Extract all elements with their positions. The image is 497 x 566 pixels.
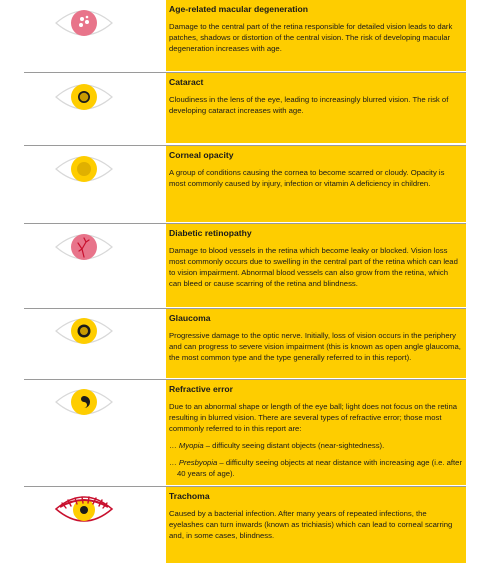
condition-title: Cataract (169, 77, 204, 87)
condition-description: A group of conditions causing the cornea to become scarred or cloudy. Opacity is most commonly caused by injury, infection or vitamin A deficiency in children. (169, 168, 445, 188)
condition-title: Refractive error (169, 384, 234, 394)
bullet-term: Myopia (178, 441, 204, 450)
condition-text (166, 146, 466, 222)
condition-description: Cloudiness in the lens of the eye, leading to increasingly blurred vision. The risk of developing cataract increases with age. (169, 95, 449, 115)
bullet-text: – difficulty seeing objects at near distance with increasing age (i.e. after 40 years of age). (177, 458, 463, 478)
condition-text (166, 309, 466, 378)
condition-text (166, 73, 466, 143)
condition-title: Corneal opacity (169, 150, 234, 160)
condition-row-amd (0, 0, 497, 71)
eye-trachoma-icon (54, 491, 114, 527)
condition-row-cataract (0, 73, 497, 143)
condition-row-corneal-opacity (0, 146, 497, 222)
condition-row-diabetic-retinopathy (0, 224, 497, 307)
condition-description: Damage to the central part of the retina responsible for detailed vision leads to dark patches, shadows or distortion of the central vision. The risk of developing macular degeneration increases with age. (169, 22, 453, 53)
eye-macular-degeneration-icon (54, 5, 114, 41)
bullet-term: Presbyopia (178, 458, 218, 467)
bullet-text: – difficulty seeing distant objects (near-sightedness). (203, 441, 385, 450)
eye-refractive-error-icon (54, 384, 114, 420)
bullet-prefix: … (169, 441, 179, 450)
condition-description: Damage to blood vessels in the retina which become leaky or blocked. Vision loss most commonly occurs due to swelling in the central part of the retina which can lead to vision impairment. Abnormal blood vessels can also grow from the retina, which can bleed or cause scarring of the retina and blindness. (169, 246, 458, 288)
icon-cell (24, 73, 166, 143)
condition-title: Age-related macular degeneration (169, 4, 308, 14)
condition-text (166, 487, 466, 563)
icon-cell (24, 146, 166, 222)
eye-cataract-icon (54, 79, 114, 115)
bullet-prefix: … (169, 458, 179, 467)
condition-title: Glaucoma (169, 313, 211, 323)
condition-description: Caused by a bacterial infection. After many years of repeated infections, the eyelashes can turn inwards (known as trichiasis) which can lead to corneal scarring and, in some cases, blindness. (169, 509, 453, 540)
eye-diabetic-retinopathy-icon (54, 229, 114, 265)
eye-glaucoma-icon (54, 313, 114, 349)
condition-description: Progressive damage to the optic nerve. Initially, loss of vision occurs in the periphery and can progress to severe vision impairment (this is known as open angle glaucoma, the most common type and the type generally referred to in this report). (169, 331, 461, 362)
icon-cell (24, 224, 166, 307)
icon-cell (24, 0, 166, 71)
bullet-presbyopia (169, 457, 462, 479)
icon-cell (24, 487, 166, 563)
condition-title: Trachoma (169, 491, 210, 501)
condition-row-glaucoma (0, 309, 497, 378)
condition-row-trachoma (0, 487, 497, 563)
condition-row-refractive-error (0, 380, 497, 485)
condition-text (166, 224, 466, 307)
condition-title: Diabetic retinopathy (169, 228, 252, 238)
condition-description: Due to an abnormal shape or length of the eye ball; light does not focus on the retina resulting in blurred vision. There are several types of refractive error; those most commonly referred to in this report are: (169, 402, 458, 433)
condition-text (166, 380, 466, 485)
icon-cell (24, 380, 166, 485)
eye-corneal-opacity-icon (54, 151, 114, 187)
icon-cell (24, 309, 166, 378)
condition-text (166, 0, 466, 71)
bullet-myopia (169, 440, 462, 451)
